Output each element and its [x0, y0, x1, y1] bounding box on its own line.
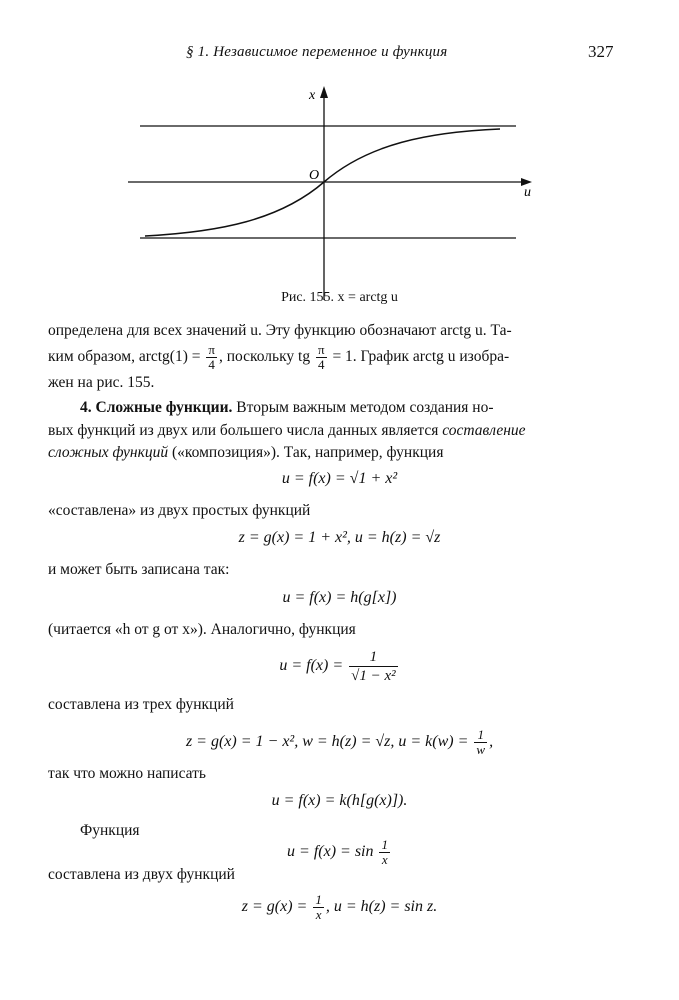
text-line	[48, 442, 618, 465]
fraction-denominator: 4	[318, 356, 325, 372]
text-composed-two-2: составлена из двух функций	[48, 866, 235, 883]
arctg-figure	[0, 80, 679, 300]
equation-part: z = g(x) = 1 − x², w = h(z) = √z, u = k(w) =	[185, 733, 469, 751]
fraction-denominator: 4	[208, 356, 215, 372]
equation-6: u = f(x) = k(h[g(x)]).	[271, 792, 408, 809]
section-4-intro	[48, 397, 618, 465]
text-span: («композиция»). Так, например, функция	[172, 444, 444, 461]
text-span: , поскольку tg	[218, 347, 311, 365]
text-function: Функция	[80, 822, 140, 839]
page-number: 327	[588, 42, 614, 61]
x-axis-arrow	[320, 86, 328, 98]
fraction-numerator: π	[208, 341, 215, 357]
fraction-denominator: x	[381, 852, 388, 867]
text-span: вых функций из двух или большего числа данных является	[48, 421, 439, 439]
axis-x-label: x	[309, 88, 316, 103]
section-heading: 4. Сложные функции.	[80, 399, 233, 416]
equation-part: z = g(x) =	[241, 898, 308, 916]
fraction-denominator: x	[315, 907, 322, 922]
equation-3: u = f(x) = h(g[x])	[282, 589, 397, 606]
fraction-numerator: 1	[474, 728, 487, 743]
fraction	[313, 893, 324, 922]
section-title: § 1. Независимое переменное и функция	[186, 44, 448, 60]
origin-label: O	[309, 168, 320, 183]
equation-part: u = f(x) = sin	[287, 843, 374, 861]
fraction-denominator: w	[476, 742, 486, 757]
text-composed-three: составлена из трех функций	[48, 696, 234, 713]
fraction	[206, 343, 217, 372]
fraction-numerator: 1	[315, 892, 322, 907]
fraction-numerator: π	[317, 341, 325, 357]
equation-2: z = g(x) = 1 + x², u = h(z) = √z	[238, 529, 441, 546]
emphasis: составление	[442, 421, 526, 439]
fraction	[474, 728, 487, 757]
equation-4	[0, 648, 679, 685]
paragraph-arctg	[48, 320, 618, 394]
fraction-denominator: √1 − x²	[351, 668, 396, 684]
text-line	[48, 343, 618, 372]
text-so-write: так что можно написать	[48, 765, 206, 782]
fraction	[349, 648, 398, 685]
equation-7	[0, 838, 679, 867]
fraction	[316, 343, 327, 372]
emphasis: сложных функций	[48, 444, 169, 461]
text-reads: (читается «h от g от x»). Аналогично, функция	[48, 621, 356, 638]
equation-part: , u = h(z) = sin z.	[325, 898, 438, 916]
equation-1: u = f(x) = √1 + x²	[281, 470, 398, 487]
text-can-write: и может быть записана так:	[48, 561, 230, 578]
text-span: = 1. График arctg u изобра-	[332, 347, 510, 365]
fraction-numerator: 1	[381, 837, 388, 852]
equation-part: u = f(x) =	[279, 657, 344, 675]
axis-u-label: u	[524, 185, 531, 200]
equation-8	[0, 893, 679, 922]
text-line: жен на рис. 155.	[48, 373, 155, 391]
fraction	[379, 838, 390, 867]
text-span: Вторым важным методом создания но-	[236, 399, 494, 416]
text-line	[48, 420, 618, 443]
equation-part: ,	[489, 733, 494, 751]
text-line: определена для всех значений u. Эту функцию обозначают arctg u. Та-	[48, 322, 512, 339]
text-span: ким образом, arctg(1) =	[48, 347, 201, 365]
fraction-numerator: 1	[349, 648, 398, 667]
text-line	[48, 397, 618, 420]
equation-5	[0, 728, 679, 757]
figure-caption: Рис. 155. x = arctg u	[281, 290, 398, 305]
text-composed-two: «составлена» из двух простых функций	[48, 502, 311, 519]
